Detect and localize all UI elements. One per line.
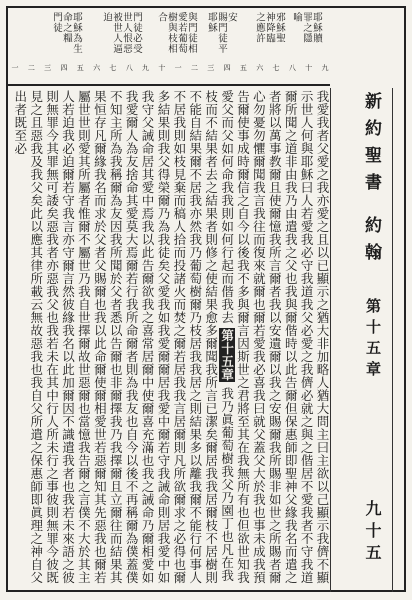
note-line: 門徒必受 xyxy=(131,12,142,54)
note-left xyxy=(101,12,141,54)
note-line: 安 xyxy=(226,12,237,23)
verse-number: 八 xyxy=(125,64,134,71)
note-line: 世人恨惡 xyxy=(121,12,132,54)
verse-number: 四 xyxy=(223,64,232,71)
verse-number: 三 xyxy=(43,64,52,71)
verse-number: 五 xyxy=(239,64,248,71)
verse-number: 五 xyxy=(76,64,85,71)
page-number: 九十五 xyxy=(363,500,382,566)
note-line: 迫 xyxy=(101,12,112,23)
passage-text: 我愛我者父愛之我亦愛之且以已顯示之猶大非加略人猶大問主曰主欲以己顯示我儕不顯示世人何與耶穌曰人若愛我必守我道我父必愛之我儕必就之與之偕居不愛我者不守我道爾所聞之道非由我乃由遣我之父也我與爾偕時以此告爾但保惠師即聖神父緣我名而遣之者將以萬事教爾且使爾憶我所言爾者我以安遺爾以我之安賜爾我所賜非如世之所賜者爾心勿憂勿懼爾聞我言我往而復來就爾也爾若愛我必喜我曰就父蓋父大於我也事未成我預告爾使事成時爾信之自今以後我不多與爾言因斯世之君將至其在我無所有也但欲世知我愛父而父如何命我我則如何行起而偕我去 xyxy=(219,90,330,584)
note-line: 神降臨 xyxy=(264,12,275,44)
passage-text: 我乃眞葡萄樹我父乃園丁也凡在我枝而不結果者去之結果者則修之使結果愈多爾聞我所言已潔矣爾居我我居爾枝不居樹則不能自結果爾不居我亦然我乃葡萄樹爾乃枝居我我居之則結果多以離我爾不能行何事人不居我則如枝見棄而稿人拾而投諸火而焚之爾若居我我言居爾則凡所欲爾求之必得也爾多結果則我父得榮爾乃為我徒矣父愛我如我愛爾爾居我愛中爾若守我誡命則居我愛中如我守父誡命居其愛中焉我以此告爾欲我之喜常居爾中使爾喜充滿也我之誡命乃爾相愛如我愛爾人為友捨命其愛莫大焉爾若行我所命爾者則為我友也自今以後不再稱爾為僕蓋僕不知主所為我稱爾為友因我所聞於父者悉以告爾也非爾擇我乃我擇爾且立爾往而結果其果恒存凡爾緣我名而求於父者父賜爾也我以此命爾使爾相愛世若惡爾知其先惡我也爾若屬世世則愛其所屬者惟爾不屬世乃我自世擇爾故世惡爾也當憶我告爾之言僕不大於其主人若迫我必迫爾若守我言亦守爾言然彼緣我名以此加爾因不識遣我者也我若未來語之彼則無罪今其罪無可諉矣惡我者亦惡我父也我若未在其中行人所未行之事彼則無罪今彼既見之且惡我及我父矣此以應其律所載云無故惡我也我自父所遣之保惠師即眞理之神自父出者既至必 xyxy=(12,90,235,584)
verse-number: 四 xyxy=(59,64,68,71)
note-center xyxy=(206,12,236,54)
note-line: 命之糧 xyxy=(61,12,72,44)
note-line: 合 xyxy=(156,12,167,23)
verse-number: 七 xyxy=(272,64,280,71)
note-line: 樹與枝相 xyxy=(166,12,177,54)
column-divider xyxy=(330,88,331,592)
verse-number: 二 xyxy=(27,64,36,71)
column-divider xyxy=(392,88,393,592)
note-line: 門徒 xyxy=(51,12,62,33)
note-line: 與門徒相 xyxy=(186,12,197,54)
note-center2 xyxy=(156,12,196,54)
note-line: 之應許 xyxy=(254,12,265,44)
verse-number: 一 xyxy=(11,64,19,71)
note-line: 愛若葡萄 xyxy=(176,12,187,54)
verse-number: 九 xyxy=(141,64,150,71)
note-line: 喻 xyxy=(291,12,302,23)
note-line: 耶穌為生 xyxy=(71,12,82,54)
verse-number: 十 xyxy=(304,64,313,71)
chapter-label: 第十五章 xyxy=(364,298,382,382)
verse-number: 一 xyxy=(174,64,183,71)
note-left2 xyxy=(51,12,81,54)
chapter-marker: 第十五章 xyxy=(219,329,235,382)
note-right2 xyxy=(254,12,284,44)
note-line: 被世人逼 xyxy=(111,12,122,54)
verse-number: 二 xyxy=(190,64,199,71)
note-line: 賜門徒平 xyxy=(216,12,227,54)
verse-number: 三 xyxy=(206,64,215,71)
scripture-text xyxy=(10,90,330,588)
verse-number-row xyxy=(10,64,330,86)
verse-number: 七 xyxy=(108,64,117,71)
note-line: 邪穌聖 xyxy=(274,12,285,44)
note-right xyxy=(291,12,321,44)
verse-number: 六 xyxy=(92,64,101,71)
verse-number: 九 xyxy=(320,64,329,71)
book-title: 新約聖書 約翰 xyxy=(361,92,381,270)
note-line: 罪之隱 xyxy=(301,12,312,44)
note-line: 耶穌 xyxy=(206,12,217,33)
note-line: 耶穌贖 xyxy=(311,12,322,44)
verse-number: 八 xyxy=(288,64,297,71)
verse-number: 六 xyxy=(255,64,264,71)
verse-number: 十 xyxy=(157,64,166,71)
